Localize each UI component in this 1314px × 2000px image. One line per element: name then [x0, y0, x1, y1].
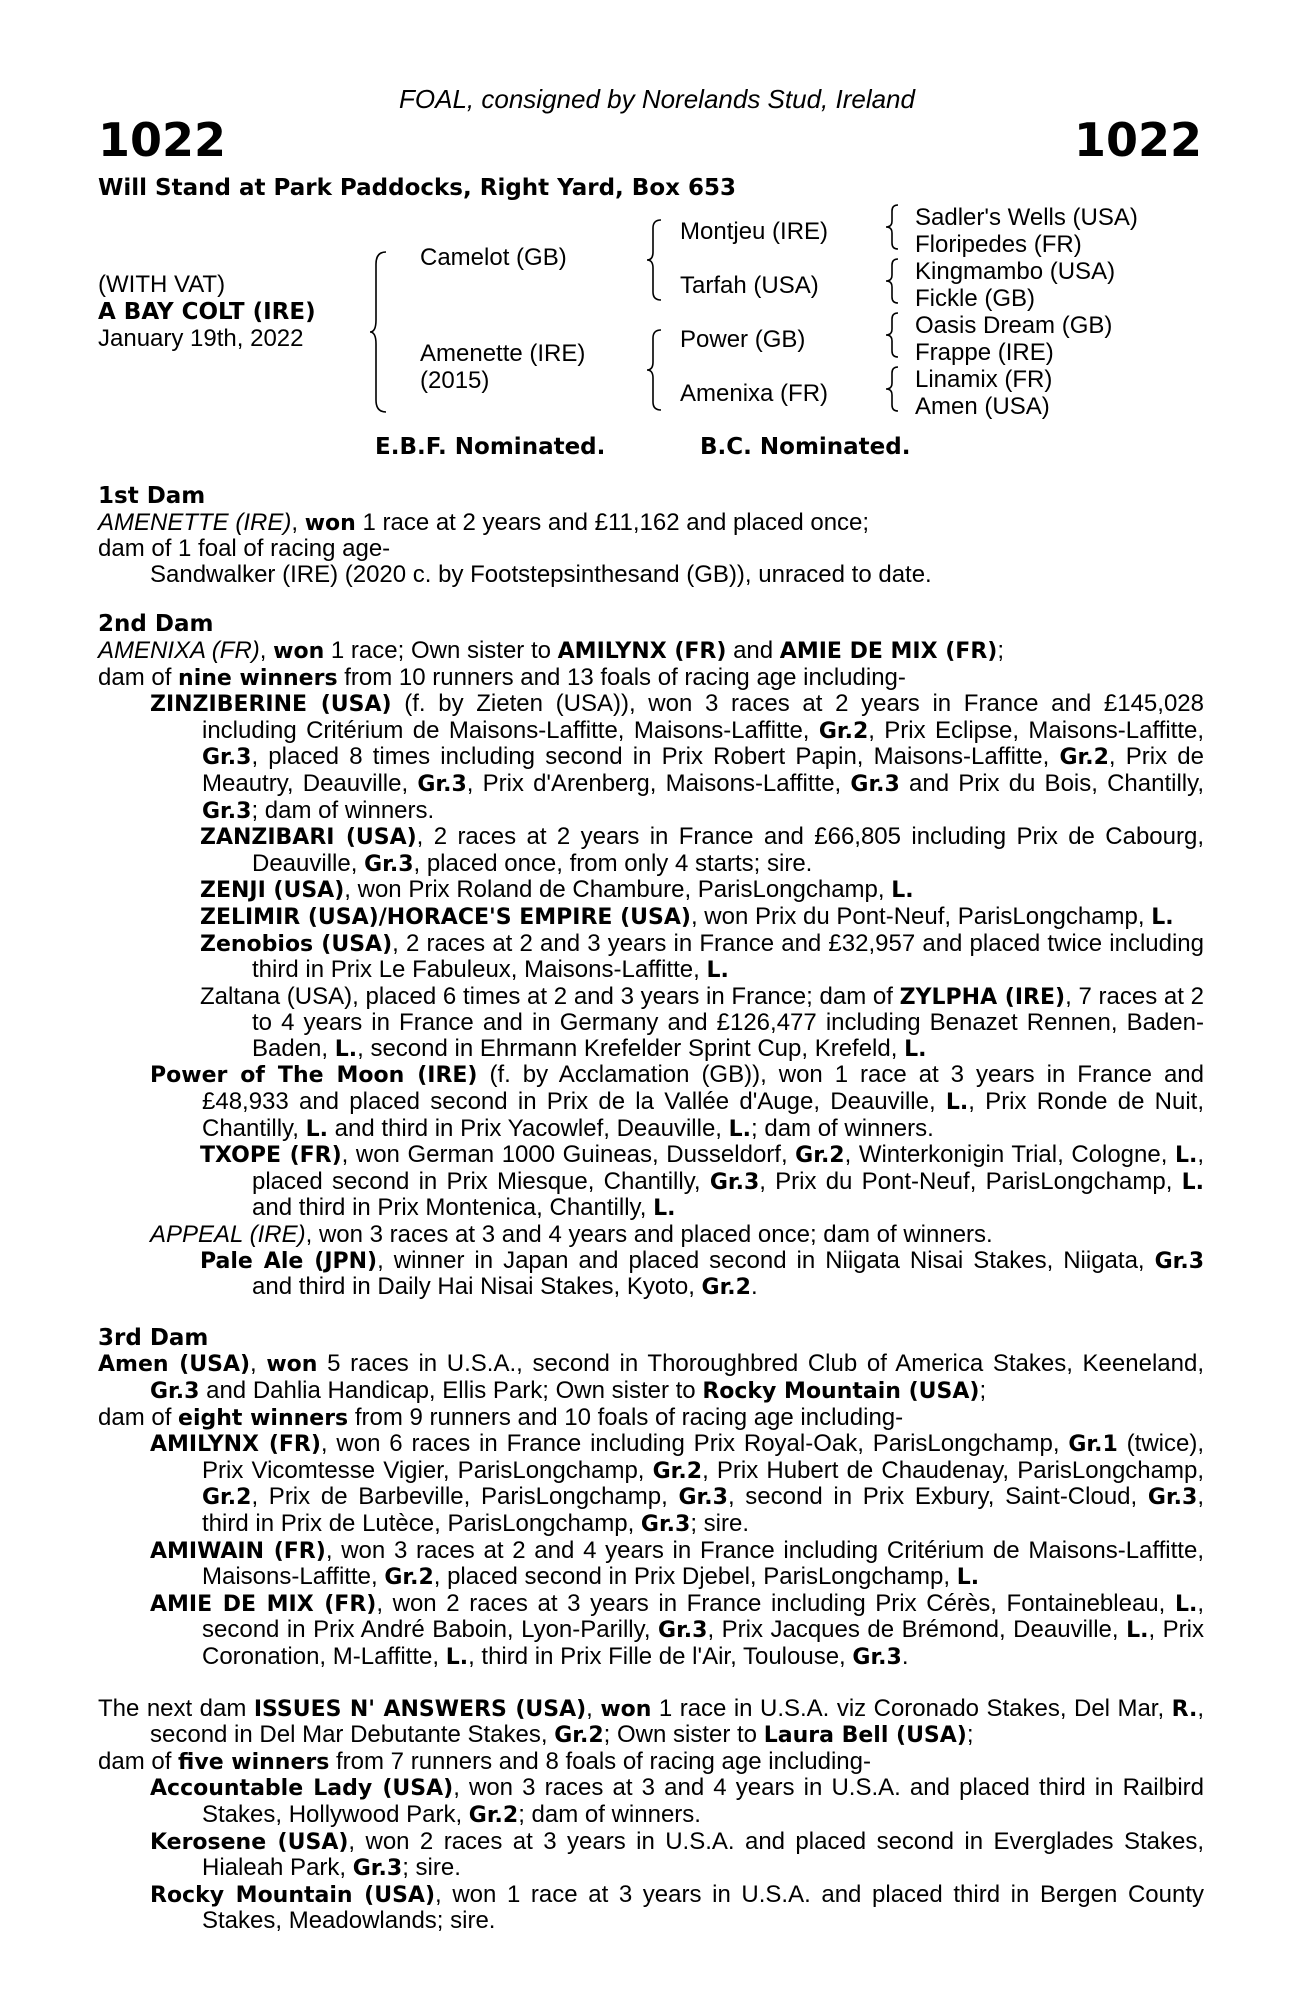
- first-dam-heading: 1st Dam: [98, 483, 206, 509]
- produce-entry: Power of The Moon (IRE) (f. by Acclamation (GB)), won 1 race at 3 years in France and £48,933 and placed second in Prix de la Vallée d'Auge, Deauville, L., Prix Ronde de Nuit, Chantilly, L. and third in Prix Yacowlef, Deauville, L.; dam of winners.: [150, 1061, 1205, 1142]
- bc-nominated: B.C. Nominated.: [700, 434, 911, 460]
- first-dam-line: AMENETTE (IRE), won 1 race at 2 years and £11,162 and placed once;: [98, 508, 870, 536]
- produce-entry: AMIE DE MIX (FR), won 2 races at 3 years in France including Prix Cérès, Fontainebleau, L., second in Prix André Baboin, Lyon-Parilly, Gr.3, Prix Jacques de Brémond, Deauville, L., Prix Coronation, M-Laffitte, L., third in Prix Fille de l'Air, Toulouse, Gr.3.: [150, 1589, 1205, 1670]
- pedigree-brace: [368, 250, 388, 414]
- second-dam-heading: 2nd Dam: [98, 611, 214, 638]
- produce-entry: ZELIMIR (USA)/HORACE'S EMPIRE (USA), won Prix du Pont-Neuf, ParisLongchamp, L.: [200, 902, 1174, 930]
- next-dam-line: The next dam ISSUES N' ANSWERS (USA), won 1 race in U.S.A. viz Coronado Stakes, Del Mar, R., second in Del Mar Debutante Stakes, Gr.2; Own sister to Laura Bell (USA);: [98, 1694, 1204, 1749]
- pedigree-brace: [884, 365, 900, 413]
- dam-name: Amenette (IRE): [420, 340, 586, 367]
- gg-5: Oasis Dream (GB): [915, 312, 1113, 339]
- produce-entry: AMILYNX (FR), won 6 races in France including Prix Royal-Oak, ParisLongchamp, Gr.1 (twice), Prix Vicomtesse Vigier, ParisLongchamp, Gr.2, Prix Hubert de Chaudenay, ParisLongchamp, Gr.2, Prix de Barbeville, ParisLongchamp, Gr.3, second in Prix Exbury, Saint-Cloud, Gr.3, third in Prix de Lutèce, ParisLongchamp, Gr.3; sire.: [150, 1430, 1205, 1537]
- produce-entry: ZENJI (USA), won Prix Roland de Chambure, ParisLongchamp, L.: [200, 876, 914, 904]
- gg-4: Fickle (GB): [915, 285, 1035, 312]
- pedigree-brace: [645, 328, 663, 412]
- first-dam-foal: Sandwalker (IRE) (2020 c. by Footstepsinthesand (GB)), unraced to date.: [150, 560, 932, 588]
- foaling-date: January 19th, 2022: [98, 325, 304, 352]
- produce-entry: APPEAL (IRE), won 3 races at 3 and 4 years and placed once; dam of winners.: [150, 1221, 993, 1249]
- produce-entry: ZINZIBERINE (USA) (f. by Zieten (USA)), won 3 races at 2 years in France and £145,028 including Critérium de Maisons-Laffitte, Maisons-Laffitte, Gr.2, Prix Eclipse, Maisons-Laffitte, Gr.3, placed 8 times including second in Prix Robert Papin, Maisons-Laffitte, Gr.2, Prix de Meautry, Deauville, Gr.3, Prix d'Arenberg, Maisons-Laffitte, Gr.3 and Prix du Bois, Chantilly, Gr.3; dam of winners.: [150, 690, 1205, 824]
- pedigree-brace: [884, 257, 900, 305]
- stand-location: Will Stand at Park Paddocks, Right Yard, Box 653: [98, 175, 736, 201]
- pedigree-brace: [884, 203, 900, 251]
- vat-label: (WITH VAT): [98, 271, 226, 298]
- subject-name: A BAY COLT (IRE): [98, 299, 316, 325]
- consignor-line: FOAL, consigned by Norelands Stud, Ireland: [399, 84, 915, 114]
- sire-dam: Tarfah (USA): [680, 272, 819, 299]
- produce-entry: Accountable Lady (USA), won 3 races at 3 and 4 years in U.S.A. and placed third in Railbird Stakes, Hollywood Park, Gr.2; dam of winners.: [150, 1774, 1204, 1828]
- third-dam-heading: 3rd Dam: [98, 1324, 209, 1351]
- produce-entry: Zenobios (USA), 2 races at 2 and 3 years in France and £32,957 and placed twice including third in Prix Le Fabuleux, Maisons-Laffitte, L.: [200, 929, 1204, 984]
- pedigree-brace: [884, 311, 900, 359]
- second-dam-line: AMENIXA (FR), won 1 race; Own sister to AMILYNX (FR) and AMIE DE MIX (FR);: [98, 636, 1004, 664]
- produce-entry: Rocky Mountain (USA), won 1 race at 3 years in U.S.A. and placed third in Bergen County Stakes, Meadowlands; sire.: [150, 1880, 1204, 1935]
- lot-number-left: 1022: [98, 113, 227, 167]
- third-dam-produce: dam of eight winners from 9 runners and 10 foals of racing age including-: [98, 1403, 904, 1431]
- gg-7: Linamix (FR): [915, 366, 1053, 393]
- gg-1: Sadler's Wells (USA): [915, 204, 1138, 231]
- sire-name: Camelot (GB): [420, 244, 567, 271]
- dam-dam: Amenixa (FR): [680, 380, 829, 407]
- sire-sire: Montjeu (IRE): [680, 218, 829, 245]
- gg-8: Amen (USA): [915, 393, 1050, 420]
- lot-number-right: 1022: [1073, 113, 1202, 167]
- gg-2: Floripedes (FR): [915, 231, 1082, 258]
- catalogue-body: [98, 484, 1204, 1934]
- next-dam-produce: dam of five winners from 7 runners and 8 foals of racing age including-: [98, 1747, 871, 1775]
- dam-sire: Power (GB): [680, 326, 806, 353]
- gg-3: Kingmambo (USA): [915, 258, 1116, 285]
- produce-entry: TXOPE (FR), won German 1000 Guineas, Dusseldorf, Gr.2, Winterkonigin Trial, Cologne, L., placed second in Prix Miesque, Chantilly, Gr.3, Prix du Pont-Neuf, ParisLongchamp, L. and third in Prix Montenica, Chantilly, L.: [200, 1141, 1205, 1222]
- third-dam-line: Amen (USA), won 5 races in U.S.A., second in Thoroughbred Club of America Stakes, Keeneland, Gr.3 and Dahlia Handicap, Ellis Park; Own sister to Rocky Mountain (USA);: [98, 1350, 1204, 1404]
- pedigree-brace: [645, 218, 663, 302]
- gg-6: Frappe (IRE): [915, 339, 1054, 366]
- ebf-nominated: E.B.F. Nominated.: [375, 434, 606, 460]
- produce-entry: Pale Ale (JPN), winner in Japan and placed second in Niigata Nisai Stakes, Niigata, Gr.3 and third in Daily Hai Nisai Stakes, Kyoto, Gr.2.: [200, 1246, 1204, 1301]
- first-dam-produce: dam of 1 foal of racing age-: [98, 535, 391, 563]
- second-dam-produce: dam of nine winners from 10 runners and 13 foals of racing age including-: [98, 663, 906, 691]
- produce-entry: Zaltana (USA), placed 6 times at 2 and 3 years in France; dam of ZYLPHA (IRE), 7 races at 2 to 4 years in France and in Germany and £126,477 including Benazet Rennen, Baden-Baden, L., second in Ehrmann Krefelder Sprint Cup, Krefeld, L.: [200, 982, 1204, 1062]
- produce-entry: Kerosene (USA), won 2 races at 3 years in U.S.A. and placed second in Everglades Stakes, Hialeah Park, Gr.3; sire.: [150, 1827, 1205, 1882]
- produce-entry: ZANZIBARI (USA), 2 races at 2 years in France and £66,805 including Prix de Cabourg, Deauville, Gr.3, placed once, from only 4 starts; sire.: [200, 823, 1205, 877]
- produce-entry: AMIWAIN (FR), won 3 races at 2 and 4 years in France including Critérium de Maisons-Laffitte, Maisons-Laffitte, Gr.2, placed second in Prix Djebel, ParisLongchamp, L.: [150, 1536, 1204, 1591]
- dam-year: (2015): [420, 367, 490, 394]
